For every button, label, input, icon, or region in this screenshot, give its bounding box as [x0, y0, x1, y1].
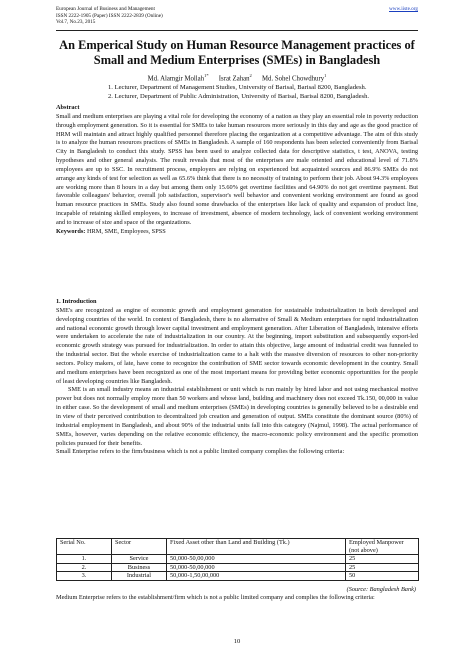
introduction-paragraph-2: SME is an small industry means an industrial establishment or unit which is run mainly by hired labor and not using mechanical motive power but does not normally employ more than 50 workers and whose land, building and machinery does not exceed Tk.150, 00,000 in value in either case. So the development of small and medium enterprises (SMEs) in developing countries is generally believed to be a desirable end in view of their perceived contribution to decentralized job creation and generation of output. SMEs constitute the dominant source (80%) of industrial employment in Bangladesh, and about 90% of the industrial units fall into this category (Najmul, 1998). The actual performance of SMEs, however, varies depending on the relative economic efficiency, the macro-economic policy environment and the specific promotion policies pursued for their benefits.	[56, 386, 418, 447]
journal-name: European Journal of Business and Management	[56, 6, 155, 12]
introduction-section	[56, 298, 418, 457]
header-divider	[56, 30, 418, 31]
author-mark: 1	[324, 73, 327, 78]
table-cell: 50,000-50,00,000	[167, 563, 346, 572]
table-row	[57, 563, 419, 572]
table-cell: Service	[112, 555, 167, 564]
author-mark: 2	[249, 73, 252, 78]
table-cell: 50,000-50,00,000	[167, 555, 346, 564]
table-source-note: (Source: Bangladesh Bank)	[346, 586, 416, 593]
abstract-section	[56, 104, 418, 237]
introduction-paragraph-1: SME's are recognized as engine of economic growth and employment generation for sustainable industrialization in both developed and developing countries of the world. In context of Bangladesh, there is no alternative of Small & Medium enterprises for rapid industrialization and national economic growth through lower capital investment and employment generation. After Liberation of Bangladesh, intensive efforts were undertaken to accelerate the rate of industrialization in our country. At the beginning, import substitution and subsequently export-led economic growth strategy was pursued for industrialization. In order to attain this objective, large amount of industrial credit was funneled to the industrial sector. But the whole exercise of industrialization came to a halt with the massive diversion of resources to other non-priority sectors. Policy makers, of late, have come to recognize the contribution of SME sector towards economic development in the country. Small and medium enterprises have been recognized as one of the most important means for providing better economic opportunities for the people of least developing countries like Bangladesh.	[56, 306, 418, 385]
keywords-line	[56, 228, 418, 237]
author-name: Md. Alamgir Mollah	[147, 75, 205, 83]
affiliation-item: 1. Lecturer, Department of Management Studies, University of Barisal, Barisal 8200, Bangladesh.	[108, 84, 367, 91]
abstract-heading: Abstract	[56, 104, 80, 111]
keywords-text: HRM, SME, Employees, SPSS	[86, 227, 166, 235]
author-name: Md. Sohel Chowdhury	[262, 75, 325, 83]
table-cell: Industrial	[112, 572, 167, 581]
table-header-cell: Serial No.	[57, 539, 112, 555]
abstract-text: Small and medium enterprises are playing a vital role for developing the economy of a nation as they play an essential role in poverty reduction through employment generation. So it is essential for SMEs to take human resources more seriously in this day and age as the good practice of HRM will maintain and attract highly qualified personnel therefore placing the organization at a competitive advantage. The aim of this study is to analyze the human resources practices of SMEs in Bangladesh. A sample of 160 respondents has been selected conveniently from Barisal City in Bangladesh to conduct this study. SPSS has been used to analyze collected data for descriptive statistics, t test, ANOVA, testing hypotheses and other general analysis. The result reveals that most of the enterprises are male oriented and educational level of 71.8% employees are up to SSC. In recruitment process, employers are relying on experienced but acquainted sources and 86.9% SMEs do not arrange any kinds of test for selection as well as 65.6% think that there is no necessity of training to perform their job. About 94.3% employees are working more than 8 hours in a day but among them only 15.60% get overtime facilities and 64.90% do not get overtime payment. But favorable colleagues' behavior, overall job satisfaction, supervisor's well behavior and convenient working environment are found as good human resource practices in SMEs. Study also found some drawbacks of the enterprises like lack of quality and expansion of product line, incapable of retaining skilled employees, to increase of investment, absence of modern technology, lack of convenient working environment and to increase of size and space of the organizations.	[56, 112, 418, 226]
paper-title: An Emperical Study on Human Resource Management practices of Small and Medium Enterprises (SMEs) in Bangladesh	[59, 38, 415, 67]
author-line	[56, 73, 418, 82]
table-header-row	[57, 539, 419, 555]
author-mark: 1*	[204, 73, 209, 78]
keywords-label: Keywords:	[56, 227, 86, 235]
table-cell: 3.	[57, 572, 112, 581]
affiliations	[108, 83, 418, 101]
journal-website-link[interactable]: www.iiste.org	[389, 6, 418, 12]
table-header-cell: Fixed Asset other than Land and Building (Tk.)	[167, 539, 346, 555]
table-row	[57, 555, 419, 564]
table-cell: 1.	[57, 555, 112, 564]
affiliation-item: 2. Lecturer, Department of Public Administration, University of Barisal, Barisal 8200, Bangladesh.	[108, 93, 370, 100]
journal-issn: ISSN 2222-1905 (Paper) ISSN 2222-2839 (Online)	[56, 12, 163, 19]
table-cell: Business	[112, 563, 167, 572]
author-name: Israt Zahan	[218, 75, 250, 83]
medium-enterprise-paragraph: Medium Enterprise refers to the establishment/firm which is not a public limited company and complies the following criteria:	[56, 594, 375, 601]
introduction-paragraph-3: Small Enterprise refers to the firm/business which is not a public limited company complies the following criteria:	[56, 448, 345, 456]
page-number: 10	[233, 638, 241, 645]
small-enterprise-criteria-table	[56, 538, 419, 581]
table-row	[57, 572, 419, 581]
table-cell: 50	[346, 572, 419, 581]
table-cell: 25	[346, 563, 419, 572]
journal-volume: Vol.7, No.23, 2015	[56, 19, 96, 26]
journal-header	[56, 6, 418, 26]
table-cell: 50,000-1,50,00,000	[167, 572, 346, 581]
table-cell: 25	[346, 555, 419, 564]
table-header-cell: Employed Manpower (not above)	[346, 539, 419, 555]
table-header-cell: Sector	[112, 539, 167, 555]
introduction-heading: 1. Introduction	[56, 298, 97, 305]
table-cell: 2.	[57, 563, 112, 572]
